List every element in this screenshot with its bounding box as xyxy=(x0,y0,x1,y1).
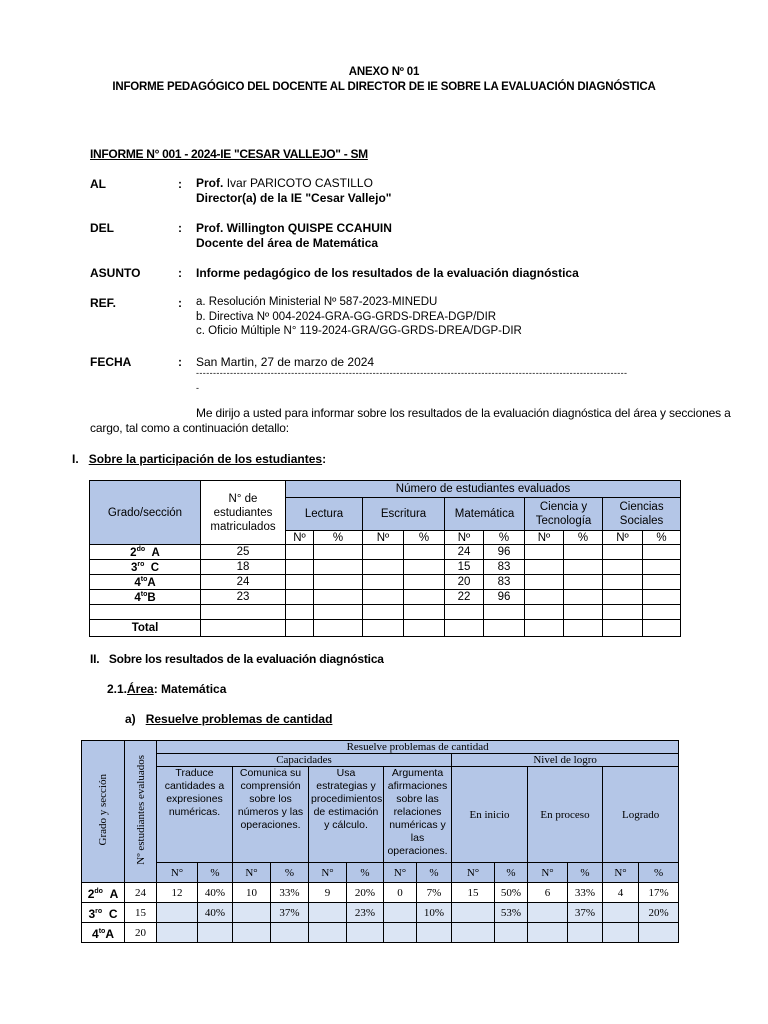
competency-heading xyxy=(125,712,332,726)
sub-p: % xyxy=(495,863,528,883)
ref-item: a. Resolución Ministerial Nº 587-2023-MINEDU xyxy=(196,296,438,308)
value-cell: 40% xyxy=(198,903,233,923)
sub-p: % xyxy=(347,863,384,883)
area-header: Ciencias Sociales xyxy=(603,498,681,531)
mat-n-cell: 22 xyxy=(445,590,484,605)
sub-n: Nº xyxy=(603,531,643,545)
value-cell xyxy=(603,903,639,923)
al-value xyxy=(196,176,391,206)
value-cell: 20% xyxy=(347,883,384,903)
sub-p: % xyxy=(198,863,233,883)
al-label: AL xyxy=(90,177,106,191)
value-cell xyxy=(233,903,271,923)
al-prefix: Prof. xyxy=(196,176,224,190)
fecha-colon: : xyxy=(178,355,182,369)
del-value xyxy=(196,221,392,251)
table-header-row xyxy=(82,754,679,767)
mat-p-cell: 83 xyxy=(484,560,525,575)
value-cell: 4 xyxy=(603,883,639,903)
subsection-heading xyxy=(107,682,226,696)
sub-n: Nº xyxy=(363,531,404,545)
value-cell xyxy=(271,923,309,943)
value-cell: 23% xyxy=(347,903,384,923)
sub-n: Nº xyxy=(445,531,484,545)
value-cell: 0 xyxy=(384,883,417,903)
table-header-row xyxy=(82,767,679,863)
mat-n-cell: 15 xyxy=(445,560,484,575)
grado-cell: $4^{to}A$ xyxy=(82,923,125,943)
col-evaluados-header: Número de estudiantes evaluados xyxy=(286,481,681,498)
sub-p: % xyxy=(639,863,679,883)
value-cell: 37% xyxy=(271,903,309,923)
grado-cell: $4^{to}A$ xyxy=(90,575,201,590)
mat-n-cell: 24 xyxy=(445,545,484,560)
value-cell xyxy=(639,923,679,943)
table-row xyxy=(90,590,681,605)
section-2-heading xyxy=(90,652,384,666)
subsection-label: Área xyxy=(127,682,154,696)
table-row xyxy=(90,545,681,560)
intro-line-1: Me dirijo a usted para informar sobre los resultados de la evaluación diagnóstica del área y secciones a xyxy=(196,406,731,420)
eval-cell: 15 xyxy=(125,903,157,923)
al-colon: : xyxy=(178,177,182,191)
table-row xyxy=(90,560,681,575)
intro-line-2: cargo, tal como a continuación detallo: xyxy=(90,421,289,435)
separator-tail: - xyxy=(196,383,199,393)
table-row xyxy=(82,903,679,923)
nivel-inicio-header: En inicio xyxy=(452,767,528,863)
total-cell: Total xyxy=(90,620,201,637)
capacidad-header: Usa estrategias y procedimientos de estimación y cálculo. xyxy=(309,767,384,863)
value-cell: 40% xyxy=(198,883,233,903)
value-cell xyxy=(452,923,495,943)
capacidad-header: Comunica su comprensión sobre los números y las operaciones. xyxy=(233,767,309,863)
value-cell xyxy=(603,923,639,943)
del-label: DEL xyxy=(90,221,114,235)
sub-p: % xyxy=(404,531,445,545)
capacidad-header: Traduce cantidades a expresiones numéricas. xyxy=(157,767,233,863)
mat-p-cell: 96 xyxy=(484,590,525,605)
table-row xyxy=(82,923,679,943)
value-cell: 33% xyxy=(568,883,603,903)
area-header: Escritura xyxy=(363,498,445,531)
subsection-value: : Matemática xyxy=(153,682,227,696)
grado-cell: $3^{ro}$ C xyxy=(82,903,125,923)
col-grado-header: Grado/sección xyxy=(90,481,201,545)
nivel-proceso-header: En proceso xyxy=(528,767,603,863)
sub-n: N° xyxy=(309,863,347,883)
value-cell xyxy=(452,903,495,923)
value-cell: 33% xyxy=(271,883,309,903)
col-evaluados-header: Nº estudiantes evaluados xyxy=(125,741,157,883)
grado-cell: $4^{to}B$ xyxy=(90,590,201,605)
area-header: Ciencia y Tecnología xyxy=(525,498,603,531)
sub-p: % xyxy=(564,531,603,545)
participation-table xyxy=(89,480,681,637)
grado-cell: $3^{ro}$ C xyxy=(90,560,201,575)
sub-p: % xyxy=(484,531,525,545)
sub-n: N° xyxy=(233,863,271,883)
del-colon: : xyxy=(178,221,182,235)
value-cell xyxy=(528,903,568,923)
sub-n: Nº xyxy=(286,531,314,545)
sub-n: Nº xyxy=(525,531,564,545)
sub-n: N° xyxy=(157,863,198,883)
document-title: INFORME PEDAGÓGICO DEL DOCENTE AL DIRECTOR DE IE SOBRE LA EVALUACIÓN DIAGNÓSTICA xyxy=(112,81,656,93)
value-cell: 6 xyxy=(528,883,568,903)
sub-p: % xyxy=(314,531,363,545)
fecha-value: San Martin, 27 de marzo de 2024 xyxy=(196,355,375,369)
area-header: Matemática xyxy=(445,498,525,531)
value-cell: 17% xyxy=(639,883,679,903)
sub-p: % xyxy=(568,863,603,883)
ref-label: REF. xyxy=(90,296,117,310)
section-1-colon: : xyxy=(322,452,327,466)
subsection-number: 2.1. xyxy=(107,682,128,696)
asunto-label: ASUNTO xyxy=(90,266,141,280)
asunto-value: Informe pedagógico de los resultados de la evaluación diagnóstica xyxy=(196,266,579,280)
ref-colon: : xyxy=(178,296,182,310)
value-cell xyxy=(384,903,417,923)
mat-n-cell: 20 xyxy=(445,575,484,590)
section-1-heading xyxy=(72,452,326,466)
sub-p: % xyxy=(417,863,452,883)
main-header: Resuelve problemas de cantidad xyxy=(157,741,679,754)
asunto-colon: : xyxy=(178,266,182,280)
value-cell xyxy=(347,923,384,943)
sub-n: N° xyxy=(528,863,568,883)
matric-cell: 23 xyxy=(201,590,286,605)
value-cell xyxy=(495,923,528,943)
competency-letter: a) xyxy=(125,712,136,726)
value-cell xyxy=(384,923,417,943)
table-row xyxy=(82,883,679,903)
grado-cell: $2^{do}$ A xyxy=(90,545,201,560)
table-row-total xyxy=(90,620,681,637)
value-cell: 50% xyxy=(495,883,528,903)
sub-p: % xyxy=(643,531,681,545)
value-cell: 9 xyxy=(309,883,347,903)
value-cell xyxy=(233,923,271,943)
value-cell: 15 xyxy=(452,883,495,903)
section-2-title: Sobre los resultados de la evaluación diagnóstica xyxy=(108,652,384,666)
value-cell: 7% xyxy=(417,883,452,903)
value-cell: 53% xyxy=(495,903,528,923)
value-cell: 37% xyxy=(568,903,603,923)
value-cell xyxy=(568,923,603,943)
value-cell: 12 xyxy=(157,883,198,903)
ref-item: b. Directiva Nº 004-2024-GRA-GG-GRDS-DREA-DGP/DIR xyxy=(196,310,497,323)
area-header: Lectura xyxy=(286,498,363,531)
al-name: Ivar PARICOTO CASTILLO xyxy=(226,176,373,190)
col-matriculados-header: N° de estudiantes matriculados xyxy=(201,481,286,545)
value-cell xyxy=(528,923,568,943)
value-cell: 10% xyxy=(417,903,452,923)
al-role: Director(a) de la IE "Cesar Vallejo" xyxy=(196,191,392,205)
eval-cell: 20 xyxy=(125,923,157,943)
value-cell: 20% xyxy=(639,903,679,923)
ref-item: c. Oficio Múltiple N° 119-2024-GRA/GG-GRDS-DREA/DGP-DIR xyxy=(196,325,522,337)
nivel-header: Nivel de logro xyxy=(452,754,679,767)
sub-n: N° xyxy=(452,863,495,883)
table-header-row xyxy=(82,741,679,754)
ref-list xyxy=(196,295,522,339)
del-name: Prof. Willington QUISPE CCAHUIN xyxy=(196,221,392,235)
value-cell xyxy=(157,923,198,943)
value-cell xyxy=(309,923,347,943)
capacidad-header: Argumenta afirmaciones sobre las relaciones numéricas y las operaciones. xyxy=(384,767,452,863)
annex-title: ANEXO Nº 01 xyxy=(348,66,420,78)
value-cell xyxy=(309,903,347,923)
eval-cell: 24 xyxy=(125,883,157,903)
separator-line: ------------------------------------------------------------------------------------------------------------------------------- xyxy=(196,368,628,378)
value-cell xyxy=(157,903,198,923)
grado-cell: $2^{do}$ A xyxy=(82,883,125,903)
mat-p-cell: 83 xyxy=(484,575,525,590)
competency-title: Resuelve problemas de cantidad xyxy=(145,712,333,726)
section-2-number: II. xyxy=(90,652,100,666)
col-grado-header: Grado y sección xyxy=(82,741,125,883)
matric-cell: 24 xyxy=(201,575,286,590)
table-header-row xyxy=(90,481,681,498)
sub-n: N° xyxy=(603,863,639,883)
section-1-number: I. xyxy=(72,452,79,466)
nivel-logrado-header: Logrado xyxy=(603,767,679,863)
mat-p-cell: 96 xyxy=(484,545,525,560)
capacidades-header: Capacidades xyxy=(157,754,452,767)
sub-p: % xyxy=(271,863,309,883)
matric-cell: 18 xyxy=(201,560,286,575)
results-table xyxy=(81,740,679,943)
section-1-title: Sobre la participación de los estudiantes xyxy=(88,452,323,466)
table-subheader-row xyxy=(82,863,679,883)
table-row-empty xyxy=(90,605,681,620)
value-cell: 10 xyxy=(233,883,271,903)
matric-cell: 25 xyxy=(201,545,286,560)
table-row xyxy=(90,575,681,590)
report-number: INFORME N° 001 - 2024-IE "CESAR VALLEJO" - SM xyxy=(90,147,368,161)
value-cell xyxy=(417,923,452,943)
value-cell xyxy=(198,923,233,943)
del-role: Docente del área de Matemática xyxy=(196,236,379,250)
fecha-label: FECHA xyxy=(90,355,132,369)
sub-n: N° xyxy=(384,863,417,883)
